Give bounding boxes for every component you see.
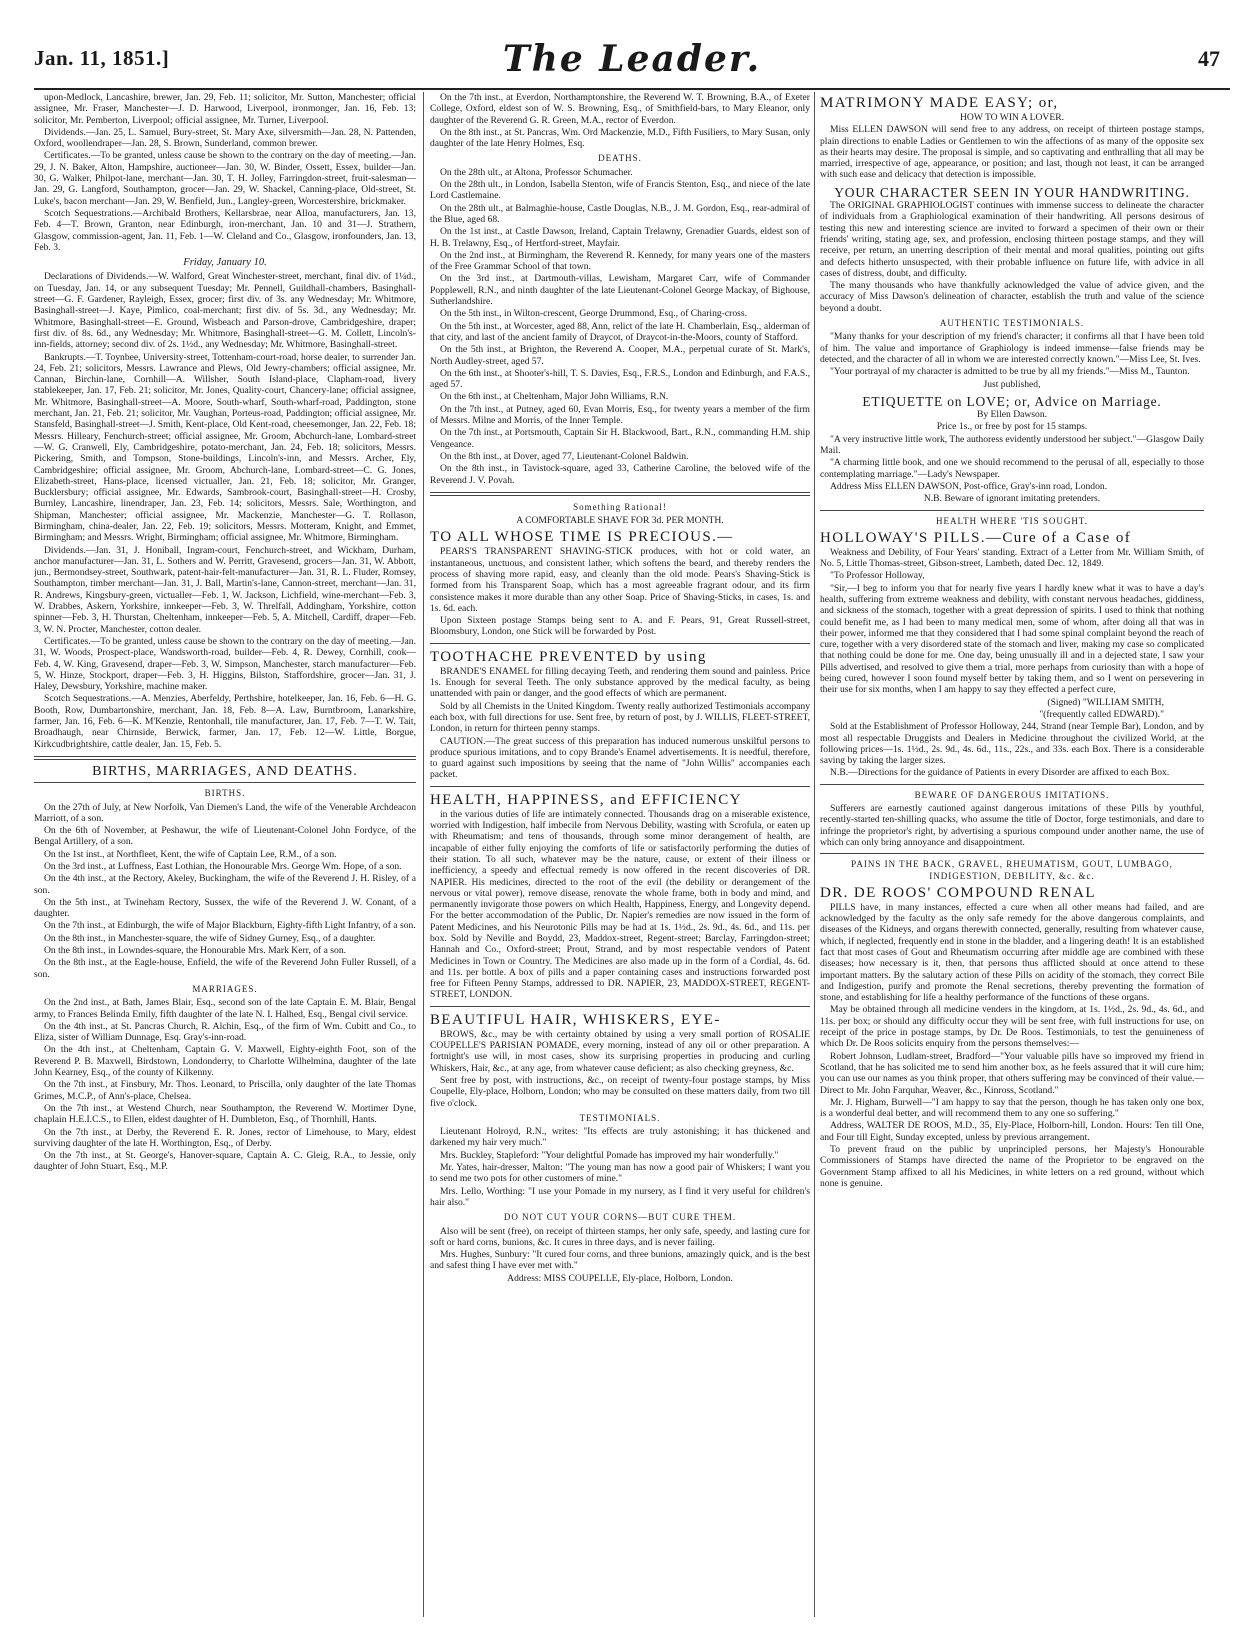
testimonial: Mrs. Lello, Worthing: "I use your Pomade in my nursery, as I find it very useful for children's hair also." <box>430 1185 810 1208</box>
testimonials-heading: TESTIMONIALS. <box>579 1112 661 1123</box>
masthead <box>34 38 1230 82</box>
marriages-heading: MARRIAGES. <box>192 983 258 994</box>
advert-address: Address: MISS COUPELLE, Ely-place, Holborn, London. <box>507 1272 733 1284</box>
advert-rule <box>430 786 810 787</box>
death-notice: On the 3rd inst., at Dartmouth-villas, Lewisham, Margaret Carr, wife of Commander Popplewell, R.N., and ninth daughter of the late Lieutenant-Colonel George Mackay, of Bighouse, Sutherlandshire. <box>430 273 810 308</box>
birth-notice: On the 3rd inst., at Luffness, East Lothian, the Honourable Mrs. George Wm. Hope, of a son. <box>44 861 402 872</box>
column-1 <box>34 92 416 1619</box>
advert-body: Weakness and Debility, of Four Years' standing. Extract of a Letter from Mr. William Smith, of No. 5, Little Thomas-street, Gibson-street, Lambeth, dated Dec. 12, 1849. <box>820 546 1204 570</box>
column-divider <box>423 92 424 1617</box>
death-notice: On the 6th inst., at Cheltenham, Major John Williams, R.N. <box>440 391 669 403</box>
advert-address: Address Miss ELLEN DAWSON, Post-office, Gray's-inn road, London. <box>830 480 1108 492</box>
marriage-notice: On the 2nd inst., at Bath, James Blair, Esq., second son of the late Captain E. M. Blair, Bengal army, to Frances Belinda Emily, fifth daughter of the late N. I. Halhed, Esq., Bengal civil service. <box>34 997 416 1020</box>
gazette-paragraph: Dividends.—Jan. 25, L. Samuel, Bury-street, St. Mary Axe, silversmith—Jan. 28, N. Pattenden, Oxford, woollendraper—Jan. 28, S. Brown, Sunderland, common brewer. <box>34 126 416 150</box>
birth-notice: On the 5th inst., at Twineham Rectory, Sussex, the wife of the Reverend J. W. Conant, of a daughter. <box>34 896 416 920</box>
advert-body: CAUTION.—The great success of this preparation has induced numerous unskilful persons to produce spurious imitations, and to copy Brande's Enamel advertisements. It is needful, therefore, to guard against such impositions by seeing that the name of "John Willis" accompanies each packet. <box>430 735 810 781</box>
advert-subhead: DO NOT CUT YOUR CORNS—BUT CURE THEM. <box>503 1212 737 1223</box>
advert-rule <box>430 643 810 644</box>
gazette-paragraph: Scotch Sequestrations.—Archibald Brothers, Kellarsbrae, near Alloa, manufacturers, Jan. 13, Feb. 4—T. Brown, Granton, near Edinburgh, iron-merchant, Jan. 10 and 31—J. Strathern, Glasgow, commission-agent, Jan. 11, Feb. 1—W. Cleland and Co., Glasgow, ironfounders, Jan. 13, Feb. 3. <box>34 207 416 253</box>
testimonial: Mrs. Buckley, Stapleford: "Your delightful Pomade has improved my hair wonderfully." <box>440 1149 779 1161</box>
death-notice: On the 28th ult., at Balmaghie-house, Castle Douglas, N.B., J. M. Gordon, Esq., rear-admiral of the Blue, aged 68. <box>430 202 810 225</box>
birth-notice: On the 8th inst., in Lowndes-square, the Honourable Mrs. Mark Kerr, of a son. <box>44 945 347 957</box>
testimonial: Mr. J. Higham, Burwell—"I am happy to say that the person, though he has taken only one box, is a wonderful deal better, and will recommend them to any one so suffering." <box>820 1096 1204 1120</box>
death-notice: On the 8th inst., in Tavistock-square, aged 33, Catherine Caroline, the beloved wife of the Reverend J. V. Povah. <box>430 463 810 486</box>
column-2 <box>430 92 810 1619</box>
marriage-notice: On the 4th inst., at Cheltenham, Captain G. V. Maxwell, Eighty-eighth Foot, son of the Reverend P. B. Maxwell, Birdstown, Londonderry, to Charlotte Wilhelmina, daughter of the late John Kearney, Esq., of the county of Kilkenny. <box>34 1044 416 1079</box>
testimonial: "Many thanks for your description of my friend's character; it confirms all that I have been told of him. The value and importance of Graphiology is indeed immense—false friends may be detected, and the character of all in whom we are interested correctly known."—Miss Lee, St. Ives. <box>820 331 1204 365</box>
advert-kicker: HEALTH WHERE 'TIS SOUGHT. <box>936 515 1088 526</box>
advert-notice: N.B. Beware of ignorant imitating pretenders. <box>923 493 1101 505</box>
advert-subhead: HOW TO WIN A LOVER. <box>959 112 1065 123</box>
gazette-paragraph: Dividends.—Jan. 31, J. Honiball, Ingram-court, Fenchurch-street, and Wickham, Durham, anchor manufacturer—Jan. 31, L. Sothers and W. Perritt, Gravesend, grocers—Jan. 31, W. Abbott, jun., Bermondsey-street, Southwark, patent-hair-felt-manufacturer—Jan. 31, R. L. Fluder, Romsey, Southampton, timber merchant—Jan. 31, J. Ball, Martin's-lane, Cannon-street, merchant—Jan. 31, R. Andrews, Kingsbury-green, victualler—Feb. 1, W. Jackson, Lichfield, wine-merchant—Feb. 3, W. Drabbes, Askern, Yorkshire, innkeeper—Feb. 3, W. Threlfall, Addingham, Yorkshire, cotton spinner—Feb. 3, H. Thurstan, Cheltenham, innkeeper—Feb. 5, A. Mitchell, Cardiff, draper—Feb. 3, W. N. Procter, Manchester, cotton dealer. <box>34 544 416 635</box>
birth-notice: On the 1st inst., at Northfleet, Kent, the wife of Captain Lee, R.M., of a son. <box>44 848 337 860</box>
advert-body: Also will be sent (free), on receipt of thirteen stamps, her only safe, speedy, and lasting cure for soft or hard corns, bunions, &c. It cures in three days, and is never failing. <box>430 1225 810 1248</box>
letter-body: "Sir,—I beg to inform you that for nearly five years I hardly knew what it was to have a day's health, suffering from extreme weakness and debility, with constant nervous headaches, giddiness, and sickness of the stomach, together with a great depression of spirits. I used to think that nothing could benefit me, as I had been to many medical men, some of whom, after doing all that was in their power, informed me that they considered that I had some spinal complaint beyond the reach of cure, together with a very disordered state of the stomach and liver, making my case so complicated that nothing could be done for me. One day, being unusually ill and in a dejected state, I saw your Pills advertised, and resolved to give them a trial, more perhaps from curiosity than with a hope of being cured, however I soon found myself better by taking them, and so I went on persevering in their use for six months, when I am happy to say they effected a perfect cure, <box>820 582 1204 696</box>
advert-body: The many thousands who have thankfully acknowledged the value of advice given, and the accuracy of Miss Dawson's delineation of character, establish the truth and value of the science beyond a doubt. <box>820 280 1204 314</box>
advert-body: in the various duties of life are intimately connected. Thousands drag on a miserable existence, worried with Indigestion, half imbecile from Nervous Debility, wasting with Scrofula, or eaten up with Rheumatism; and tens of thousands, through some minor derangement of health, are incapable of either fully enjoying the comforts of life or satisfactorily performing the duties of their station. To all such, whatever may be the nature, cause, or extent of their illness or inefficiency, a speedy and effectual remedy is now offered in the recent discoveries of DR. NAPIER. His medicines, directed to the root of the evil (the debility or derangement of the nervous or vital power), remove disease, renovate the whole frame, both in body and mind, and permanently invigorate those powers on which Health, Happiness, Energy, and Longevity depend. For the better accommodation of the Public, Dr. Napier's remedies are now issued in the form of Patent Medicines, and his Neurotonic Pills may be had at 1s. 1½d., 2s. 9d., 4s. 6d., and 11s. per box. Sold by Neville and Boydd, 23, Maddox-street, Regent-street; Barclay, Farringdon-street; Hannah and Co., Oxford-street; Prout, Strand, and by most respectable vendors of Patent Medicines in Town or Country. The Medicines are also made up in the form of a Cordial, 4s. 6d. and 11s. per bottle. A box of pills and a paper containing cases and instructions forwarded post free for Fifteen Penny Stamps, addressed to DR. NAPIER, 23, MADDOX-STREET, REGENT-STREET, LONDON. <box>430 808 810 1001</box>
advert-byline: By Ellen Dawson. <box>976 409 1048 421</box>
death-notice: On the 5th inst., in Wilton-crescent, George Drummond, Esq., of Charing-cross. <box>440 308 748 320</box>
advert-headline: DR. DE ROOS' COMPOUND RENAL <box>820 884 1096 901</box>
advert-headline: YOUR CHARACTER SEEN IN YOUR HANDWRITING. <box>834 184 1190 200</box>
advert-body: The ORIGINAL GRAPHIOLOGIST continues with immense success to delineate the character of individuals from a Graphiological examination of their handwriting. All persons desirous of testing this new and interesting science are invited to forward a specimen of their own or their friends' writing, stating age, sex, and profession, enclosing thirteen postage stamps, and they will receive, per return, an unerring description of their mental and moral qualities, pointing out gifts and defects hitherto unsuspected, with their probable influence on future life, with advice in all cases of distress, doubt, and difficulty. <box>820 200 1204 279</box>
advert-kicker: Something Rational! <box>573 501 667 512</box>
advert-headline: BEAUTIFUL HAIR, WHISKERS, EYE- <box>430 1011 721 1028</box>
advert-kicker: PAINS IN THE BACK, GRAVEL, RHEUMATISM, GOUT, LUMBAGO, INDIGESTION, DEBILITY, &c. &c. <box>851 859 1173 881</box>
gazette-paragraph: upon-Medlock, Lancashire, brewer, Jan. 29, Feb. 11; solicitor, Mr. Sutton, Manchester; official assignee, Mr. Fraser, Manchester—J. D. Harwood, Liverpool, ironmonger, Jan. 16, Feb. 13; solicitor, Mr. Pemberton, Liverpool; official assignee, Mr. Turner, Liverpool. <box>34 92 416 126</box>
advert-headline: TO ALL WHOSE TIME IS PRECIOUS.— <box>430 529 734 546</box>
birth-notice: On the 4th inst., at the Rectory, Akeley, Buckingham, the wife of the Reverend J. H. Risley, of a son. <box>34 873 416 896</box>
column-3 <box>820 92 1204 1619</box>
marriage-notice: On the 8th inst., at St. Pancras, Wm. Ord Mackenzie, M.D., Fifth Fusiliers, to Mary Susan, only daughter of the late Henry Holmes, Esq. <box>430 126 810 150</box>
testimonial: "A very instructive little work, The authoress evidently understood her subject."—Glasgow Daily Mail. <box>820 433 1204 457</box>
advert-headline: MATRIMONY MADE EASY; or, <box>820 95 1059 111</box>
birth-notice: On the 8th inst., at the Eagle-house, Enfield, the wife of the Reverend John Fuller Russell, of a son. <box>34 957 416 980</box>
advert-rule <box>430 1006 810 1007</box>
births-heading: BIRTHS. <box>204 788 246 799</box>
advert-headline: HEALTH, HAPPINESS, and EFFICIENCY <box>430 791 742 808</box>
advert-body: PEARS'S TRANSPARENT SHAVING-STICK produces, with hot or cold water, an instantaneous, unctuous, and consistent lather, which softens the beard, and thereby renders the process of shaving more rapid, easy, and cleanly than the old mode. Pears's Shaving-Stick is formed from his Transparent Soap, which has a most agreeable fragrant odour, and its firm consistence makes it more durable than any other Soap. Price of Shaving-Sticks, in cases, 1s. and 1s. 6d. each. <box>430 546 810 614</box>
advert-headline: HOLLOWAY'S PILLS.—Cure of a Case of <box>820 529 1132 546</box>
gazette-paragraph: Certificates.—To be granted, unless cause be shown to the contrary on the day of meeting.—Jan. 31, W. Woods, Prospect-place, Wandsworth-road, builder—Feb. 4, R. Dewey, Cornhill, cook—Feb. 4, W. King, Gravesend, draper—Feb. 3, W. Simpson, Manchester, starch manufacturer—Feb. 5, W. Hinze, Stockport, draper—Feb. 3, H. Higgins, Bilston, Staffordshire, grocer—Jan. 31, J. Haley, Dewsbury, Yorkshire, machine maker. <box>34 635 416 693</box>
issue-date: Jan. 11, 1851.] <box>34 46 170 70</box>
advert-body: PILLS have, in many instances, effected a cure when all other means had failed, and are acknowledged by the faculty as the only safe remedy for the above dangerous complaints, and diseases of the Kidneys, and organs therewith connected, generally, resulting from whatever cause, which, if neglected, frequently end in stone in the bladder, and a lingering death! It is an established fact that most cases of Gout and Rheumatism occurring after middle age are combined with these diseases; how necessary is it, then, that persons thus afflicted should at once attend to these important matters. By the salutary action of these Pills on acidity of the stomach, they correct Bile and Indigestion, purify and promote the Renal secretions, thereby preventing the formation of stone, and establishing for life a healthy performance of the functions of these organs. <box>820 901 1204 1004</box>
marriage-notice: On the 7th inst., at St. George's, Hanover-square, Captain A. C. Gleig, R.A., to Jessie, only daughter of John Stuart, Esq., M.P. <box>34 1150 416 1173</box>
advert-body: Sent free by post, with instructions, &c., on receipt of twenty-four postage stamps, by Miss Coupelle, Ely-place, Holborn, London; who may be consulted on these matters daily, from two till five o'clock. <box>430 1074 810 1109</box>
gazette-paragraph: Scotch Sequestrations.—A. Menzies, Aberfeldy, Perthshire, hotelkeeper, Jan. 16, Feb. 6—H. G. Booth, Row, Dumbartonshire, merchant, Jan. 18, Feb. 8—A. Law, Burntbroom, Lanarkshire, farmer, Jan. 16, Feb. 6—K. M'Kenzie, Rentonhall, tile manufacturer, Jan. 17, Feb. 7—T. W. Tait, Broadhaugh, near Chirnside, Berwick, farmer, Jan. 17, Feb. 12—W. Little, Borgue, Kirkcudbrightshire, cattle dealer, Jan. 15, Feb. 5. <box>34 693 416 750</box>
marriage-notice: On the 4th inst., at St. Pancras Church, R. Alchin, Esq., of the firm of Wm. Cubitt and Co., to Eliza, sister of William Dunnage, Esq. Gray's-inn-road. <box>34 1020 416 1044</box>
gazette-paragraph: Certificates.—To be granted, unless cause be shown to the contrary on the day of meeting.—Jan. 29, J. N. Baker, Alton, Hampshire, auctioneer—Jan. 30, W. Binder, Ossett, Essex, builder—Jan. 30, G. Walker, Philpot-lane, merchant—Jan. 30, T. H. Jolley, Farringdon-street, fruit-salesman—Jan. 29, G. Langford, Southampton, grocer—Jan. 29, W. Shackel, Canning-place, Old-street, St. Luke's, bacon merchant—Jan. 29, W. Benfield, Jun., Langley-green, Worcestershire, brickmaker. <box>34 150 416 207</box>
death-notice: On the 5th inst., at Brighton, the Reverend A. Cooper, M.A., perpetual curate of St. Mark's, North Audley-street, aged 57. <box>430 344 810 367</box>
death-notice: On the 5th inst., at Worcester, aged 88, Ann, relict of the late H. Chamberlain, Esq., alderman of that city, and last of the ancient family of Draycot, of Draycot-in-the-Moors, county of Stafford. <box>430 320 810 343</box>
death-notice: On the 2nd inst., at Birmingham, the Reverend R. Kennedy, for many years one of the masters of the Free Grammar School of that town. <box>430 249 810 273</box>
advert-subhead: BEWARE OF DANGEROUS IMITATIONS. <box>914 789 1110 800</box>
advert-rule <box>820 784 1204 785</box>
date-subhead: Friday, January 10. <box>183 257 267 269</box>
advert-headline: ETIQUETTE on LOVE; or, Advice on Marriage. <box>862 393 1162 409</box>
birth-notice: On the 27th of July, at New Norfolk, Van Diemen's Land, the wife of the Venerable Archdeacon Marriott, of a son. <box>34 801 416 824</box>
advert-body: Sufferers are earnestly cautioned against dangerous imitations of these Pills by youthful, recently-started ten-shilling quacks, who assume the title of Doctor, forge testimonials, and dare to infringe the proprietor's right, by advertising a spurious compound under another name, the use of which can only bring annoyance and disappointment. <box>820 803 1204 848</box>
birth-notice: On the 6th of November, at Peshawur, the wife of Lieutenant-Colonel John Fordyce, of the Bengal Artillery, of a son. <box>34 825 416 848</box>
advert-address: Address, WALTER DE ROOS, M.D., 35, Ely-Place, Holborn-hill, London. Hours: Ten till One, and Four till Eight, Sunday excepted, unless by previous arrangement. <box>820 1120 1204 1143</box>
advert-body: Miss ELLEN DAWSON will send free to any address, on receipt of thirteen postage stamps, plain directions to enable Ladies or Gentlemen to win the affections of as many of the opposite sex as their hearts may desire. The proposal is simple, and so captivating and enthralling that all may be married, irrespective of age, appearance, or position; and last, though not least, it can be arranged with such ease and delicacy that detection is impossible. <box>820 124 1204 181</box>
letter-signature: (Signed) "WILLIAM SMITH, <box>1047 696 1164 708</box>
advert-subhead: A COMFORTABLE SHAVE FOR 3d. PER MONTH. <box>516 515 724 527</box>
death-notice: On the 28th ult., in London, Isabella Stenton, wife of Francis Stenton, Esq., and niece of the late Lord Castlemaine. <box>430 179 810 202</box>
advert-kicker: Just published, <box>983 378 1041 390</box>
masthead-rule <box>34 88 1230 90</box>
marriage-notice: On the 7th inst., at Derby, the Reverend E. R. Jones, rector of Limehouse, to Mary, eldest surviving daughter of the late H. Worthington, Esq., of Derby. <box>34 1126 416 1149</box>
section-rule <box>34 782 416 783</box>
marriage-notice: On the 7th inst., at Everdon, Northamptonshire, the Reverend W. T. Browning, B.A., of Exeter College, Oxford, eldest son of W. S. Browning, Esq., of Smithfield-bars, to Mary Eleanor, only daughter of the Reverend G. R. Green, M.A., rector of Everdon. <box>430 92 810 126</box>
advert-price: Price 1s., or free by post for 15 stamps. <box>936 421 1088 433</box>
death-notice: On the 7th inst., at Putney, aged 60, Evan Morris, Esq., for twenty years a member of the firm of Messrs. Milne and Morris, of the Inner Temple. <box>430 403 810 427</box>
page-number: 47 <box>1198 46 1220 71</box>
testimonial: Mr. Yates, hair-dresser, Malton: "The young man has now a good pair of Whiskers; I want you to send me two pots for other customers of mine." <box>430 1162 810 1185</box>
testimonial: Lieutenant Holroyd, R.N., writes: "Its effects are truly astonishing; it has thickened and darkened my hair very much." <box>430 1126 810 1149</box>
advert-rule <box>820 510 1204 511</box>
testimonial: "A charming little book, and one we should recommend to the perusal of all, especially to those contemplating marriage."—Lady's Newspaper. <box>820 457 1204 480</box>
death-notice: On the 7th inst., at Portsmouth, Captain Sir H. Blackwood, Bart., R.N., commanding H.M. ship Vengeance. <box>430 427 810 450</box>
advert-rule <box>430 492 810 496</box>
column-divider <box>814 92 815 1617</box>
death-notice: On the 8th inst., at Dover, aged 77, Lieutenant-Colonel Baldwin. <box>440 450 689 462</box>
death-notice: On the 6th inst., at Shooter's-hill, T. S. Davies, Esq., F.R.S., London and Edinburgh, and F.A.S., aged 57. <box>430 367 810 391</box>
advert-body: May be obtained through all medicine venders in the kingdom, at 1s. 1½d., 2s. 9d., 4s. 6d., and 11s. per box; or should any difficulty occur they will be sent free, with full instructions for use, on receipt of the price in postage stamps, by Dr. De Roos. Testimonials, to test the genuineness of which Dr. De Roos solicits enquiry from the persons themselves:— <box>820 1004 1204 1050</box>
birth-notice: On the 7th inst., at Edinburgh, the wife of Major Blackburn, Eighty-fifth Light Infantry, of a son. <box>44 920 416 932</box>
testimonial: "Your portrayal of my character is admitted to be true by all my friends."—Miss M., Taunton. <box>830 366 1190 378</box>
advert-body: Sold at the Establishment of Professor Holloway, 244, Strand (near Temple Bar), London, and by most all respectable Druggists and Dealers in Medicine throughout the civilized World, at the following prices—1s. 1½d., 2s. 9d., 4s. 6d., 11s., 22s., and 33s. each Box. There is a considerable saving by taking the larger sizes. <box>820 721 1204 767</box>
birth-notice: On the 8th inst., in Manchester-square, the wife of Sidney Gurney, Esq., of a daughter. <box>44 932 376 944</box>
advert-headline: TOOTHACHE PREVENTED by using <box>430 648 707 665</box>
letter-salutation: "To Professor Holloway, <box>830 570 925 582</box>
advert-notice: N.B.—Directions for the guidance of Patients in every Disorder are affixed to each Box. <box>830 767 1170 779</box>
advert-body: Sold by all Chemists in the United Kingdom. Twenty really authorized Testimonials accompany each box, with full directions for use. Sent free, by return of post, by J. WILLIS, FLEET-STREET, London, in return for thirteen penny stamps. <box>430 700 810 735</box>
advert-rule <box>820 853 1204 854</box>
section-rule <box>34 756 416 760</box>
deaths-heading: DEATHS. <box>598 153 642 164</box>
death-notice: On the 1st inst., at Castle Dawson, Ireland, Captain Trelawny, Grenadier Guards, eldest son of H. B. Trelawny, Esq., of Hertford-street, Mayfair. <box>430 226 810 249</box>
newspaper-title: The Leader. <box>502 38 762 80</box>
testimonials-heading: AUTHENTIC TESTIMONIALS. <box>939 318 1085 329</box>
advert-notice: To prevent fraud on the public by unprincipled persons, her Majesty's Honourable Commissioners of Stamps have directed the name of the Proprietor to be engraved on the Government Stamp affixed to all his Medicines, in white letters on a red ground, without which none is genuine. <box>820 1144 1204 1189</box>
marriage-notice: On the 7th inst., at Westend Church, near Southampton, the Reverend W. Mortimer Dyne, chaplain H.E.I.C.S., to Ellen, eldest daughter of H. Dumbleton, Esq., of Thornhill, Hants. <box>34 1102 416 1126</box>
advert-body: BROWS, &c., may be with certainty obtained by using a very small portion of ROSALIE COUPELLE'S PARISIAN POMADE, every morning, instead of any oil or other preparation. A fortnight's use will, in most cases, show its surprising properties in producing and curling Whiskers, Hair, &c., at any age, from whatever cause deficient; as also checking greyness, &c. <box>430 1028 810 1074</box>
gazette-paragraph: Bankrupts.—T. Toynbee, University-street, Tottenham-court-road, horse dealer, to surrender Jan. 24, Feb. 21; solicitors, Messrs. Lawrance and Plews, Old Jewry-chambers; official assignee, Mr. Cannan, Birchin-lane, Cornhill—A. Willsher, South Island-place, Clapham-road, livery stablekeeper, Jan. 17, Feb. 21; solicitor, Mr. Jones, Quality-court, Chancery-lane; official assignee, Mr. Whitmore, Basinghall-street—A. Moore, South-wharf, South-wharf-road, Paddington, stone merchant, Jan. 21, Feb. 21; solicitor, Mr. Vaughan, Porteus-road, Paddington; official assignee, Mr. Stansfeld, Basinghall-street—J. Smith, Kent-place, Old Kent-road, cheesemonger, Jan. 22, Feb. 18; Messrs. Hilleary, Fenchurch-street; official assignee, Mr. Groom, Abchurch-lane, Lombard-street—W. G. Cranwell, Ely, Cambridgeshire, potato-merchant, Jan. 24, Feb. 18; solicitors, Messrs. Pickering, Smith, and Tompson, Stone-buildings, Lincoln's-inn, and Messrs. Archer, Ely, Cambridgeshire; official assignee, Mr. Groom, Abchurch-lane, Lombard-street—C. G. Jones, Elizabeth-street, Hans-place, licensed victualler, Jan. 21, Feb. 18; solicitor, Mr. Granger, Bucklersbury; official assignee, Mr. Edwards, Sambrook-court, Basinghall-street—H. Crosby, Burnley, Lancashire, linendraper, Jan. 23, Feb. 14; solicitors, Messrs. Sale, Worthington, and Shipman, Manchester; official assignee, Mr. Mackenzie, Manchester—G. T. Rollason, Birmingham, china-dealer, Jan. 22, Feb. 19; solicitors, Messrs. Motteram, Knight, and Emmet, Birmingham; and Messrs. Wright, Birmingham; official assignee, Mr. Whitmore, Birmingham. <box>34 351 416 544</box>
marriage-notice: On the 7th inst., at Finsbury, Mr. Thos. Leonard, to Priscilla, only daughter of the late Thomas Grimes, M.C.P., of Ann's-place, Chelsea. <box>34 1079 416 1102</box>
gazette-paragraph: Declarations of Dividends.—W. Walford, Great Winchester-street, merchant, final div. of 1¼d., on Tuesday, Jan. 14, or any subsequent Tuesday; Mr. Pennell, Guildhall-chambers, Basinghall-street—G. F. Gardener, Rayleigh, Essex, grocer; first div. of 3s. any Wednesday; Mr. Whitmore, Basinghall-street—J. Kaye, Pimlico, coal-merchant; first div. of 5s. 3d., any Wednesday; Mr. Whitmore, Basinghall-street—E. Ground, Wisbeach and Parson-drove, Cambridgeshire, draper; first div. of 8s. 6d., any Wednesday; Mr. Whitmore, Basinghall-street—G. M. Collett, Lincoln's-inn-fields, attorney; second div. of 2s. 1½d., any Wednesday; Mr. Whitmore, Basinghall-street. <box>34 271 416 351</box>
letter-signature: "(frequently called EDWARD)." <box>1039 708 1164 720</box>
advert-body: Upon Sixteen postage Stamps being sent to A. and F. Pears, 91, Great Russell-street, Bloomsbury, London, one Stick will be forwarded by Post. <box>430 615 810 638</box>
testimonial: Robert Johnson, Ludlam-street, Bradford—"Your valuable pills have so improved my friend in Scotland, that he has solicited me to send him another box, as he feels assured that it will cure him; you can use our names as you think proper, that others suffering may be convinced of their value.—Direct to Mr. John Farquhar, Weaver, &c., Kinross, Scotland." <box>820 1050 1204 1096</box>
death-notice: On the 28th ult., at Altona, Professor Schumacher. <box>440 166 633 178</box>
testimonial: Mrs. Hughes, Sunbury: "It cured four corns, and three bunions, amazingly quick, and is the best and safest thing I have ever met with." <box>430 1249 810 1272</box>
advert-body: BRANDE'S ENAMEL for filling decaying Teeth, and rendering them sound and painless. Price 1s. Enough for several Teeth. The only substance approved by the medical faculty, as being unattended with pain or danger, and the good effects of which are permanent. <box>430 665 810 700</box>
section-title: BIRTHS, MARRIAGES, AND DEATHS. <box>92 763 358 779</box>
